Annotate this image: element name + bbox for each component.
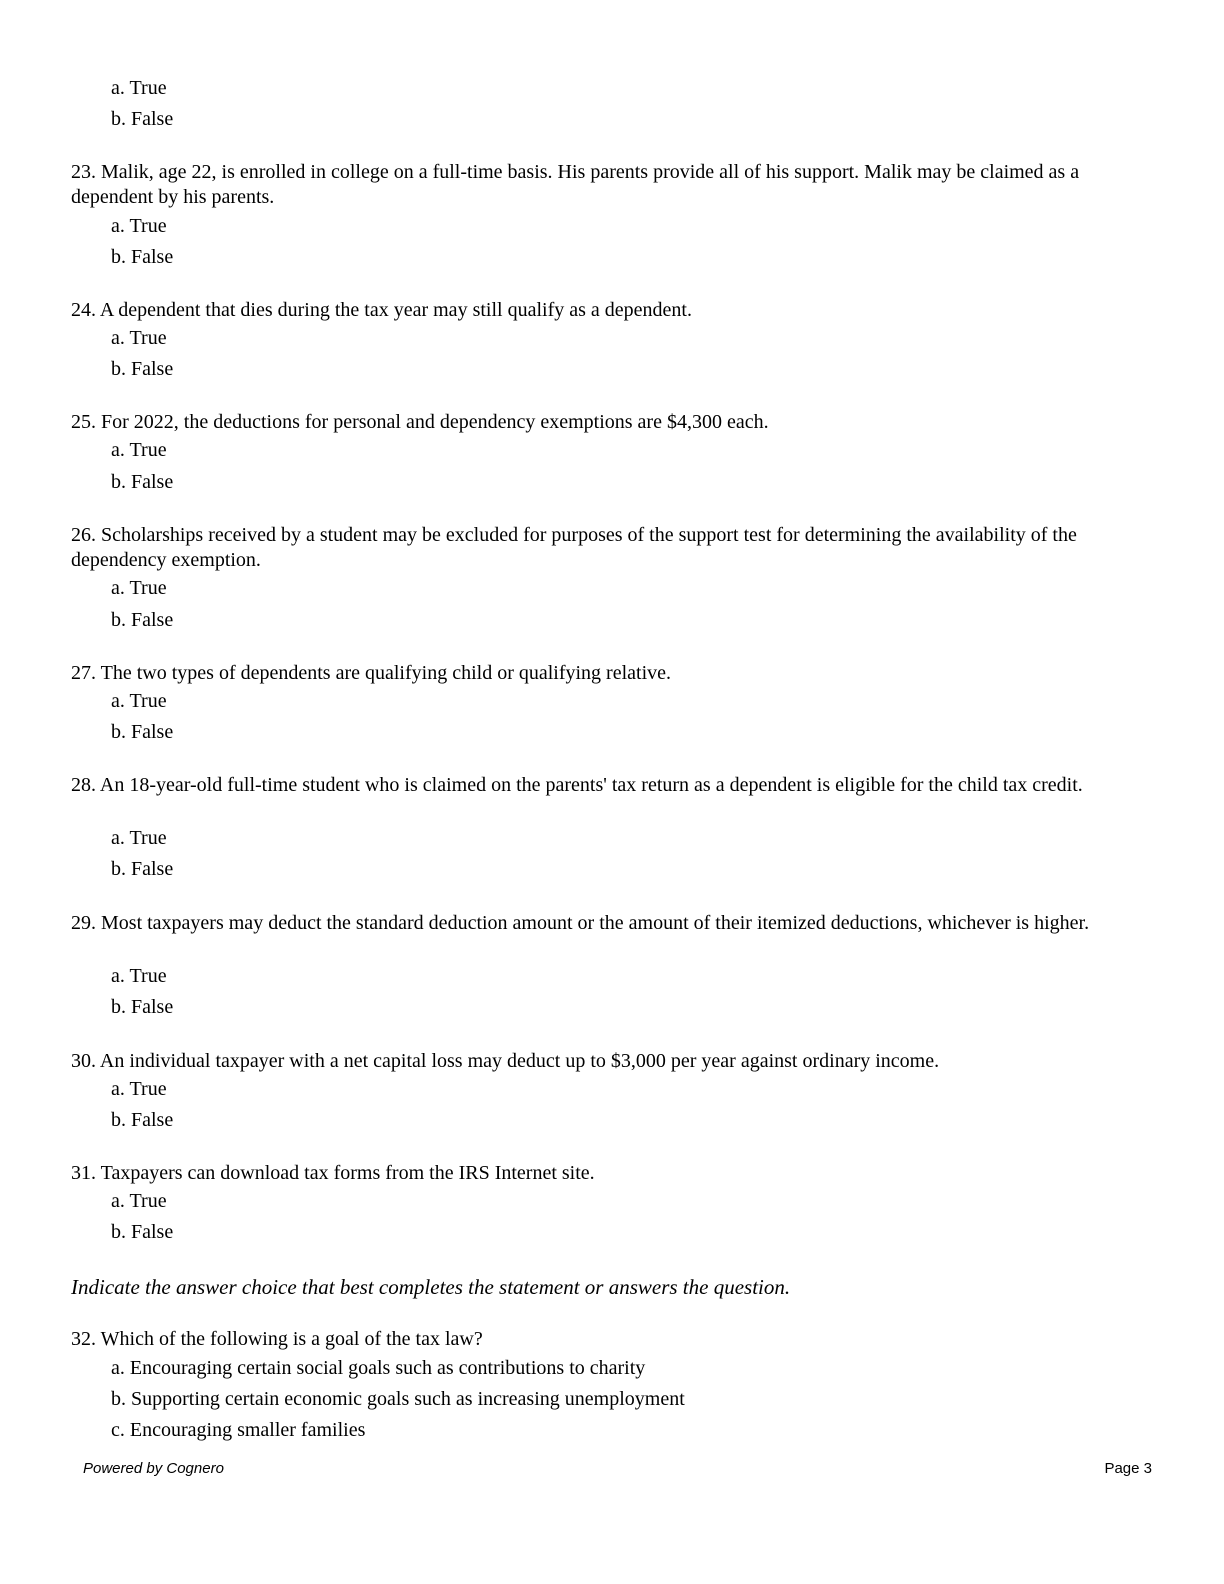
question-29-option-b: b. False [111, 996, 174, 1018]
question-26-option-b: b. False [111, 609, 174, 631]
option-b: b. False [111, 108, 174, 130]
question-24-option-a: a. True [111, 327, 167, 349]
question-24: 24. A dependent that dies during the tax year may still qualify as a dependent. [71, 299, 692, 321]
footer-powered-by: Powered by Cognero [83, 1460, 224, 1477]
question-31-option-b: b. False [111, 1221, 174, 1243]
question-23-option-b: b. False [111, 246, 174, 268]
question-25-option-a: a. True [111, 439, 167, 461]
question-31-option-a: a. True [111, 1190, 167, 1212]
question-30-option-b: b. False [111, 1109, 174, 1131]
question-25: 25. For 2022, the deductions for personal and dependency exemptions are $4,300 each. [71, 411, 769, 433]
question-27: 27. The two types of dependents are qualifying child or qualifying relative. [71, 662, 672, 684]
question-29: 29. Most taxpayers may deduct the standard deduction amount or the amount of their itemized deductions, whichever is higher. [71, 912, 1090, 934]
question-23-option-a: a. True [111, 215, 167, 237]
question-31: 31. Taxpayers can download tax forms from the IRS Internet site. [71, 1162, 595, 1184]
question-26-option-a: a. True [111, 577, 167, 599]
question-25-option-b: b. False [111, 471, 174, 493]
section-instructions: Indicate the answer choice that best completes the statement or answers the question. [71, 1275, 791, 1299]
question-32: 32. Which of the following is a goal of the tax law? [71, 1328, 483, 1350]
question-27-option-a: a. True [111, 690, 167, 712]
question-32-option-a: a. Encouraging certain social goals such as contributions to charity [111, 1357, 646, 1379]
question-24-option-b: b. False [111, 358, 174, 380]
question-32-option-c: c. Encouraging smaller families [111, 1419, 366, 1441]
question-26: 26. Scholarships received by a student may be excluded for purposes of the support test for determining the availability of the dependency exemption. [71, 524, 1077, 571]
question-30: 30. An individual taxpayer with a net capital loss may deduct up to $3,000 per year against ordinary income. [71, 1050, 940, 1072]
option-a: a. True [111, 77, 167, 99]
question-28-option-b: b. False [111, 858, 174, 880]
question-29-option-a: a. True [111, 965, 167, 987]
question-30-option-a: a. True [111, 1078, 167, 1100]
footer-page-number: Page 3 [1104, 1460, 1152, 1477]
question-32-option-b: b. Supporting certain economic goals such as increasing unemployment [111, 1388, 685, 1410]
question-23: 23. Malik, age 22, is enrolled in college on a full-time basis. His parents provide all of his support. Malik may be claimed as a dependent by his parents. [71, 161, 1080, 208]
question-28: 28. An 18-year-old full-time student who is claimed on the parents' tax return as a dependent is eligible for the child tax credit. [71, 774, 1083, 796]
question-28-option-a: a. True [111, 827, 167, 849]
question-27-option-b: b. False [111, 721, 174, 743]
